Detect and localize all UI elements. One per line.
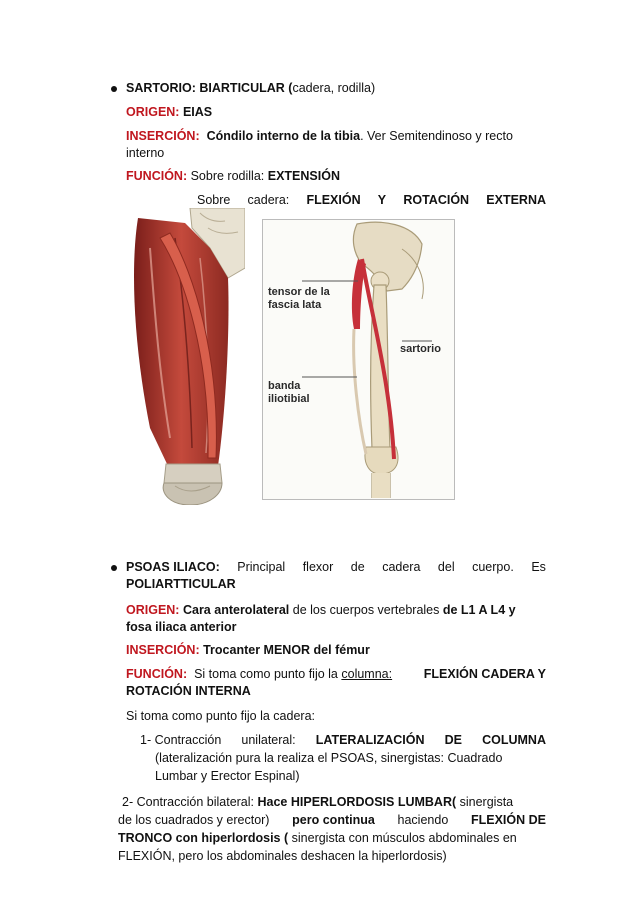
funcion-bold: FLEXIÓN CADERA Y	[423, 667, 546, 681]
item2-bold: Hace HIPERLORDOSIS LUMBAR(	[257, 795, 457, 809]
word: EXTERNA	[486, 193, 546, 207]
funcion-label: FUNCIÓN:	[126, 667, 188, 681]
sartorio-cadera	[197, 193, 546, 208]
label-banda	[268, 380, 310, 406]
insercion-value: Trocanter MENOR del fémur	[203, 643, 370, 657]
label-line: fascia lata	[268, 299, 322, 311]
sartorio-insercion	[126, 129, 546, 144]
sartorio-origen	[126, 105, 212, 120]
item2-bold: FLEXIÓN DE	[470, 813, 546, 827]
bullet	[111, 565, 117, 571]
word: cuerpo.	[472, 560, 514, 574]
word: cadera	[382, 560, 421, 574]
label-sartorio: sartorio	[400, 343, 441, 355]
pelvis-femur-illustration	[262, 219, 453, 498]
origen-label: ORIGEN:	[126, 603, 180, 617]
word: Y	[377, 193, 387, 207]
heading-rest: cadera, rodilla)	[292, 81, 376, 95]
word: del	[437, 560, 455, 574]
insercion-bold: Cóndilo interno de la tibia	[206, 129, 361, 143]
origen-value: EIAS	[182, 105, 213, 119]
psoas-origen-2: fosa iliaca anterior	[126, 620, 237, 634]
funcion-text: Si toma como punto fijo la	[194, 667, 338, 681]
psoas-item2-3	[118, 831, 517, 846]
origen-bold: de L1 A L4 y	[442, 603, 516, 617]
bullet	[111, 86, 117, 92]
psoas-heading-2: POLIARTTICULAR	[126, 577, 236, 591]
item2-text: haciendo	[397, 813, 449, 827]
psoas-item2-4: FLEXIÓN, pero los abdominales deshacen la hiperlordosis)	[118, 849, 447, 863]
origen-bold: Cara anterolateral	[182, 603, 290, 617]
label-line: tensor de la	[268, 286, 330, 298]
psoas-origen	[126, 603, 516, 618]
label-line: banda	[268, 380, 301, 392]
origen-label: ORIGEN:	[126, 105, 180, 119]
psoas-item1-3: Lumbar y Erector Espinal)	[155, 769, 300, 783]
word: DE	[444, 733, 462, 747]
psoas-item2-2	[118, 813, 546, 828]
heading-bold: SARTORIO: BIARTICULAR (	[126, 81, 293, 95]
word: de	[350, 560, 365, 574]
word: cadera:	[247, 193, 290, 207]
word: FLEXIÓN	[306, 193, 361, 207]
word: LATERALIZACIÓN	[315, 733, 425, 747]
label-tensor	[268, 286, 330, 312]
sartorio-insercion-2: interno	[126, 146, 165, 160]
item2-text: sinergista con músculos abdominales en	[291, 831, 517, 845]
psoas-insercion	[126, 643, 370, 658]
origen-text: de los cuerpos vertebrales	[292, 603, 440, 617]
item2-bold: pero continua	[292, 813, 375, 827]
psoas-funcion-2: ROTACIÓN INTERNA	[126, 684, 251, 698]
psoas-heading	[126, 560, 546, 575]
funcion-bold: EXTENSIÓN	[267, 169, 340, 183]
word: COLUMNA	[482, 733, 546, 747]
heading-bold: PSOAS ILIACO:	[126, 560, 220, 574]
word: ROTACIÓN	[403, 193, 470, 207]
word: Sobre	[197, 193, 231, 207]
word: flexor	[302, 560, 334, 574]
word: unilateral:	[241, 733, 296, 747]
insercion-label: INSERCIÓN:	[126, 643, 200, 657]
sartorio-funcion	[126, 169, 340, 184]
item2-text: de los cuadrados y erector)	[118, 813, 270, 827]
psoas-item1	[140, 733, 546, 748]
thigh-muscles-illustration	[130, 208, 245, 505]
psoas-funcion	[126, 667, 546, 682]
word: 1- Contracción	[140, 733, 222, 747]
insercion-label: INSERCIÓN:	[126, 129, 200, 143]
label-line: iliotibial	[268, 393, 310, 405]
word: Es	[531, 560, 546, 574]
funcion-underline: columna:	[341, 667, 393, 681]
item2-text: 2- Contracción bilateral:	[122, 795, 255, 809]
item2-end: sinergista	[459, 795, 514, 809]
funcion-label: FUNCIÓN:	[126, 169, 188, 183]
item2-bold: TRONCO con hiperlordosis (	[118, 831, 289, 845]
sartorio-heading	[126, 81, 375, 96]
insercion-rest: . Ver Semitendinoso y recto	[360, 129, 513, 143]
funcion-text: Sobre rodilla:	[190, 169, 265, 183]
psoas-item1-2: (lateralización pura la realiza el PSOAS, sinergistas: Cuadrado	[155, 751, 503, 765]
psoas-cadera-fija: Si toma como punto fijo la cadera:	[126, 709, 315, 723]
psoas-item2	[122, 795, 513, 810]
word: Principal	[237, 560, 286, 574]
